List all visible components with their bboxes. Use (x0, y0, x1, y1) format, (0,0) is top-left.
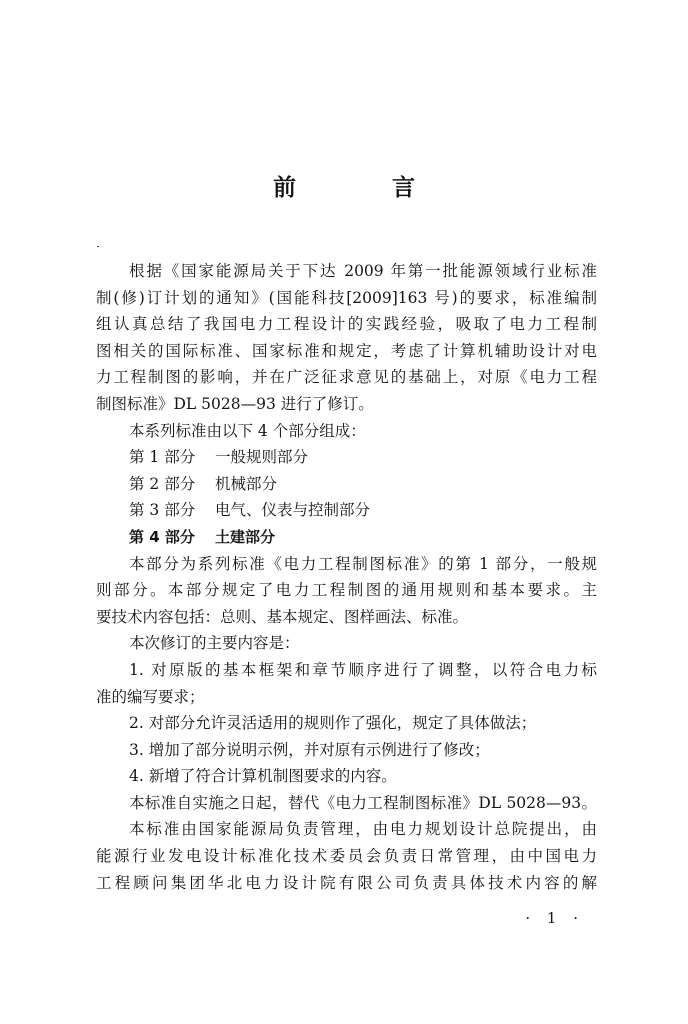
part-name: 机械部分 (215, 474, 278, 493)
paragraph-line: 3. 增加了部分说明示例，并对原有示例进行了修改； (129, 740, 490, 759)
paragraph-line: 本标准由国家能源局负责管理，由电力规划设计总院提出，由 (129, 820, 597, 839)
part-number: 第 2 部分 (129, 474, 196, 493)
paragraph-line: 1. 对原版的基本框架和章节顺序进行了调整，以符合电力标 (129, 660, 597, 679)
paragraph-line: 能源行业发电设计标准化技术委员会负责日常管理，由中国电力 (96, 847, 597, 866)
part-name: 电气、仪表与控制部分 (215, 501, 371, 520)
page-number: · 1 · (525, 909, 584, 927)
list-item (96, 497, 597, 524)
paragraph-line: 根据《国家能源局关于下达 2009 年第一批能源领域行业标准 (129, 262, 597, 280)
part-name: 一般规则部分 (215, 448, 309, 467)
body-text (96, 258, 597, 896)
list-item (96, 471, 597, 498)
paragraph-line: 制(修)订计划的通知》(国能科技[2009]163 号)的要求，标准编制 (96, 288, 597, 307)
paragraph-line: 图相关的国际标准、国家标准和规定，考虑了计算机辅助设计对电 (96, 341, 597, 360)
paragraph-line: 本标准自实施之日起，替代《电力工程制图标准》DL 5028—93。 (129, 793, 597, 812)
part-number: 第 1 部分 (129, 448, 196, 467)
paragraph-line: 准的编写要求； (96, 687, 205, 706)
page-title: 前 言 (272, 175, 459, 201)
paragraph-line: 组认真总结了我国电力工程设计的实践经验，吸取了电力工程制 (96, 315, 597, 334)
paragraph-line: 本次修订的主要内容是： (129, 634, 300, 653)
scan-speck (97, 246, 99, 247)
paragraph-line: 力工程制图的影响，并在广泛征求意见的基础上，对原《电力工程 (96, 368, 597, 387)
paragraph-line: 本部分为系列标准《电力工程制图标准》的第 1 部分，一般规 (129, 554, 597, 573)
paragraph-line: 工程顾问集团华北电力设计院有限公司负责具体技术内容的解 (96, 873, 597, 892)
list-item (96, 444, 597, 471)
paragraph-line: 要技术内容包括：总则、基本规定、图样画法、标准。 (96, 607, 469, 626)
paragraph-line: 则部分。本部分规定了电力工程制图的通用规则和基本要求。主 (96, 581, 597, 600)
paragraph-line: 制图标准》DL 5028—93 进行了修订。 (96, 394, 374, 413)
part-number: 第 3 部分 (129, 501, 196, 520)
paragraph-line: 本系列标准由以下 4 个部分组成： (129, 421, 366, 440)
part-number: 第 4 部分 (129, 527, 195, 546)
list-item-highlighted (96, 524, 597, 551)
paragraph-line: 4. 新增了符合计算机制图要求的内容。 (129, 767, 397, 786)
part-name: 土建部分 (215, 527, 276, 546)
paragraph-line: 2. 对部分允许灵活适用的规则作了强化，规定了具体做法； (129, 714, 537, 733)
